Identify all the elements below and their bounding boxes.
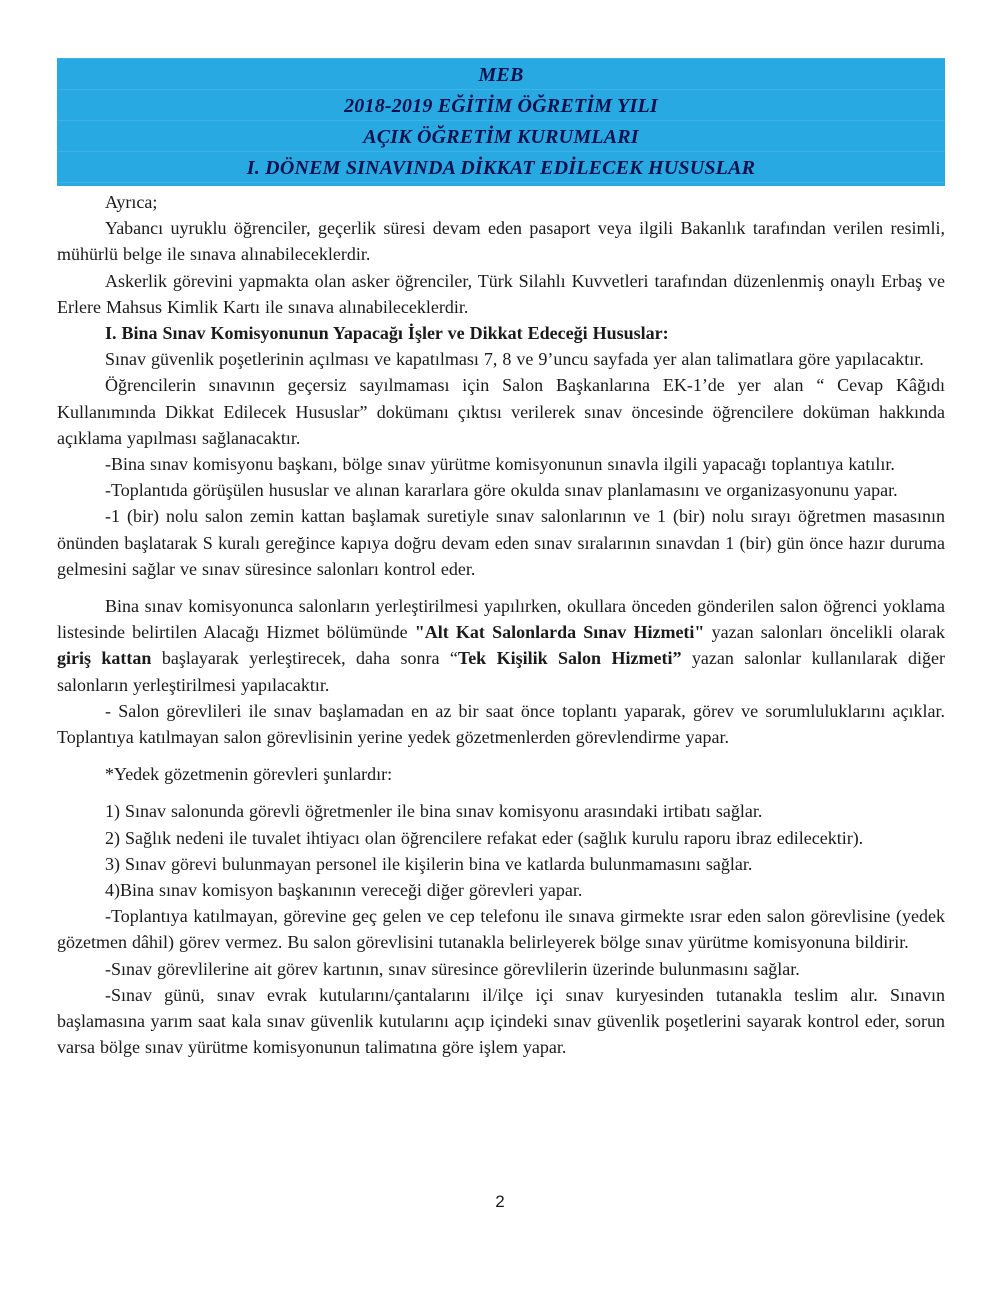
text-run: yazan salonlar kullanılarak diğer salonların yerleştirilmesi yapılacaktır.: [57, 648, 945, 695]
text-run: -Bina sınav komisyonu başkanı, bölge sınav yürütme komisyonunun sınavla ilgili yapacağı toplantıya katılır.: [105, 454, 895, 475]
header-title-line-2: 2018-2019 EĞİTİM ÖĞRETİM YILI: [344, 95, 658, 117]
paragraph-gec-gelen-gorevli: [57, 903, 945, 955]
text-run: -1 (bir) nolu salon zemin kattan başlamak suretiyle sınav salonlarının ve 1 (bir) nolu sırayı öğretmen masasının önünden başlatarak S kuralı gereğince kapıya doğru devam eden sınav sıralarının sınavdan 1 (bir) gün önce hazır duruma gelmesini sağlar ve sınav süresince salonları kontrol eder.: [57, 506, 945, 579]
text-run: *Yedek gözetmenin görevleri şunlardır:: [105, 764, 393, 785]
text-run: -Toplantıya katılmayan, görevine geç gelen ve cep telefonu ile sınava girmekte ısrar eden salon görevlisine (yedek gözetmen dâhil) görev vermez. Bu salon görevlisini tutanakla belirleyerek bölge sınav yürütme komisyonuna bildirir.: [57, 906, 945, 953]
text-run: - Salon görevlileri ile sınav başlamadan en az bir saat önce toplantı yaparak, görev ve sorumluluklarını açıklar. Toplantıya katılmayan salon görevlisinin yerine yedek gözetmenlerden görevlendirme yapar.: [57, 700, 945, 748]
paragraph-yedek-gozetmen-baslik: [57, 761, 945, 787]
list-item-2: [57, 825, 945, 851]
text-run: Sınav güvenlik poşetlerinin açılması ve kapatılması 7, 8 ve 9’uncu sayfada yer alan talimatlara göre yapılacaktır.: [105, 349, 924, 370]
paragraph-askerlik: [57, 268, 945, 320]
paragraph-cevap-kagidi: [57, 372, 945, 451]
text-run: I. Bina Sınav Komisyonunun Yapacağı İşler ve Dikkat Edeceği Hususlar:: [105, 323, 669, 344]
text-run: Bina sınav komisyonunca salonların yerleştirilmesi yapılırken, okullara önceden gönderilen salon öğrenci yoklama listesinde belirtilen Alacağı Hizmet bölümünde: [57, 596, 945, 643]
text-run: giriş kattan: [57, 648, 152, 669]
header-banner: [57, 58, 945, 186]
text-run: Öğrencilerin sınavının geçersiz sayılmaması için Salon Başkanlarına EK-1’de yer alan “ Cevap Kâğıdı Kullanımında Dikkat Edilecek Hususlar” dokümanı çıktısı verilerek sınav öncesinde öğrencilere doküman hakkında açıklama yapılması sağlanacaktır.: [57, 375, 945, 448]
paragraph-salon-gorevlileri-toplanti: [57, 698, 945, 750]
text-run: yazan salonları öncelikli olarak: [704, 622, 946, 643]
list-item-3: [57, 851, 945, 877]
paragraph-salon-yerlestirme: [57, 593, 945, 698]
text-run: "Alt Kat Salonlarda Sınav Hizmeti": [414, 622, 705, 643]
paragraph-salon-duzeni: [57, 503, 945, 582]
list-item-1: [57, 798, 945, 824]
text-run: 1) Sınav salonunda görevli öğretmenler ile bina sınav komisyonu arasındaki irtibatı sağlar.: [105, 801, 763, 822]
text-run: -Sınav günü, sınav evrak kutularını/çantalarını il/ilçe içi sınav kuryesinden tutanakla teslim alır. Sınavın başlamasına yarım saat kala sınav güvenlik kutularını açıp içindeki sınav güvenlik poşetlerini sayarak kontrol eder, sorun varsa bölge sınav yürütme komisyonunun talimatına göre işlem yapar.: [57, 984, 945, 1058]
header-title-line-1: MEB: [478, 64, 524, 86]
paragraph-komisyon-baskani-toplanti: [57, 451, 945, 477]
paragraph-ayrica: [57, 189, 945, 215]
document-body: [57, 189, 945, 1061]
heading-bina-sinav-komisyonu: [57, 320, 945, 346]
text-run: -Sınav görevlilerine ait görev kartının, sınav süresince görevlilerin üzerinde bulunmasını sağlar.: [105, 958, 800, 979]
paragraph-yabanci-uyruklu: [57, 215, 945, 267]
paragraph-guvenlik-posetleri: [57, 346, 945, 372]
text-run: Yabancı uyruklu öğrenciler, geçerlik süresi devam eden pasaport veya ilgili Bakanlık tarafından verilen resimli, mühürlü belge ile sınava alınabileceklerdir.: [57, 218, 945, 265]
text-run: 3) Sınav görevi bulunmayan personel ile kişilerin bina ve katlarda bulunmamasını sağlar.: [105, 853, 753, 874]
text-run: başlayarak yerleştirecek, daha sonra “: [151, 648, 458, 669]
text-run: 2) Sağlık nedeni ile tuvalet ihtiyacı olan öğrencilere refakat eder (sağlık kurulu raporu ibraz edilecektir).: [105, 827, 864, 848]
header-title-line-3: AÇIK ÖĞRETİM KURUMLARI: [363, 126, 639, 148]
text-run: Ayrıca;: [105, 192, 158, 212]
text-run: Askerlik görevini yapmakta olan asker öğrenciler, Türk Silahlı Kuvvetleri tarafından düzenlenmiş onaylı Erbaş ve Erlere Mahsus Kimlik Kartı ile sınava alınabileceklerdir.: [57, 270, 945, 317]
paragraph-evrak-kutulari: [57, 982, 945, 1061]
header-title-line-4: I. DÖNEM SINAVINDA DİKKAT EDİLECEK HUSUSLAR: [246, 157, 756, 179]
text-run: Tek Kişilik Salon Hizmeti”: [457, 648, 682, 669]
text-run: -Toplantıda görüşülen hususlar ve alınan kararlara göre okulda sınav planlamasını ve organizasyonunu yapar.: [105, 480, 898, 501]
list-item-4: [57, 877, 945, 903]
text-run: 4)Bina sınav komisyon başkanının vereceği diğer görevleri yapar.: [105, 880, 583, 901]
paragraph-gorev-karti: [57, 956, 945, 982]
page-number: 2: [495, 1192, 505, 1211]
paragraph-toplanti-kararlari: [57, 477, 945, 503]
